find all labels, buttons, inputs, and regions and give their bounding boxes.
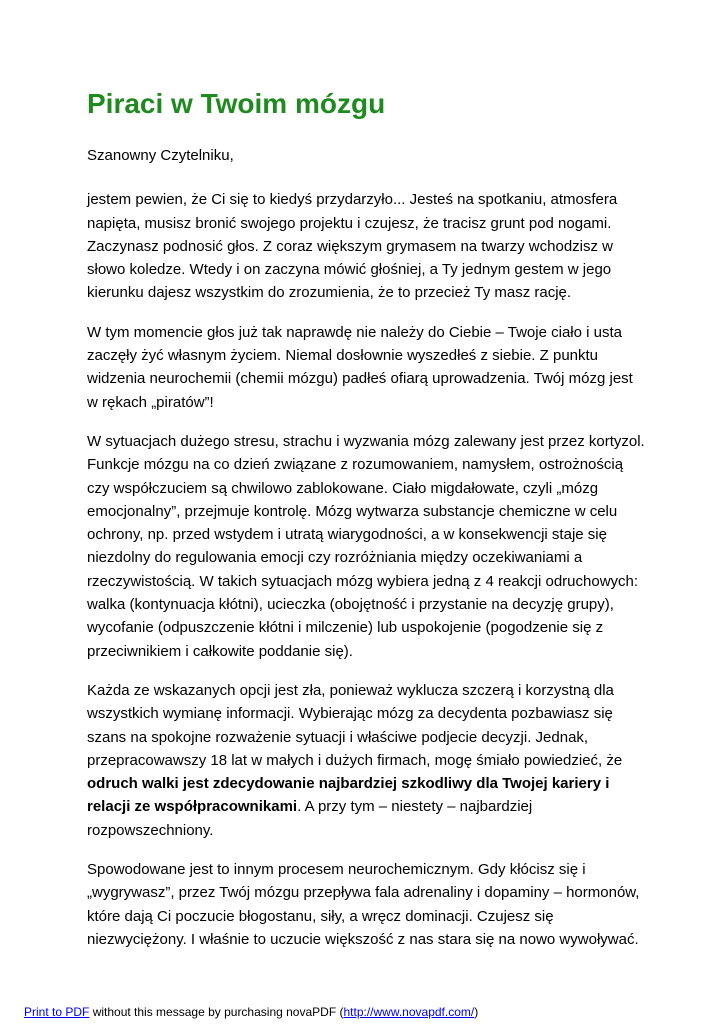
paragraph-5: Spowodowane jest to innym procesem neurochemicznym. Gdy kłócisz się i „wygrywasz”, przez Twój mózgu przepływa fala adrenaliny i dopaminy – hormonów, które dają Ci poczucie błogostanu, siły, a wręcz dominacji. Czujesz się niezwyciężony. I właśnie to uczucie większość z nas stara się na nowo wywoływać. [87, 861, 640, 948]
document-page [87, 86, 647, 967]
paragraph-1: jestem pewien, że Ci się to kiedyś przydarzyło... Jesteś na spotkaniu, atmosfera napięta, musisz bronić swojego projektu i czujesz, że tracisz grunt pod nogami. Zaczynasz podnosić głos. Z coraz większym grymasem na twarzy wchodzisz w słowo koledze. Wtedy i on zaczyna mówić głośniej, a Ty jednym gestem w jego kierunku dajesz wszystkim do zrozumienia, że to przecież Ty masz rację. [87, 191, 618, 302]
paragraph-4-end: . A przy tym – niestety – najbardziej rozpowszechniony. [87, 798, 533, 839]
novapdf-url-link[interactable]: http://www.novapdf.com/ [343, 1005, 475, 1019]
greeting: Szanowny Czytelniku, [87, 147, 234, 164]
footer-end-text: ) [474, 1005, 479, 1019]
paragraph-4-start: Każda ze wskazanych opcji jest zła, ponieważ wyklucza szczerą i korzystną dla wszystkich wymianę informacji. Wybierając mózg za decydenta pozbawiasz się szans na spokojne rozważenie sytuacji i właściwe podjecie decyzji. Jednak, przepracowawszy 18 lat w małych i dużych firmach, mogę śmiało powiedzieć, że [87, 681, 623, 769]
pdf-footer [24, 1004, 478, 1020]
paragraph-3: W sytuacjach dużego stresu, strachu i wyzwania mózg zalewany jest przez kortyzol. Funkcje mózgu na co dzień związane z rozumowaniem, namysłem, ostrożnością czy współczuciem są chwilowo zablokowane. Ciało migdałowate, czyli „mózg emocjonalny”, przejmuje kontrolę. Mózg wytwarza substancje chemiczne w celu ochrony, np. przed wstydem i utratą wiarygodności, a w konsekwencji staje się niezdolny do regulowania emocji czy rozróżniania między oczekiwaniami a rzeczywistością. W takich sytuacjach mózg wybiera jedną z 4 reakcji odruchowych: walka (kontynuacja kłótni), ucieczka (obojętność i przystanie na decyzję grupy), wycofanie (odpuszczenie kłótni i milczenie) lub uspokojenie (pogodzenie się z przeciwnikiem i całkowite poddanie się). [87, 432, 645, 660]
print-to-pdf-link[interactable]: Print to PDF [24, 1005, 90, 1019]
paragraph-2: W tym momencie głos już tak naprawdę nie należy do Ciebie – Twoje ciało i usta zaczęły żyć własnym życiem. Niemal dosłownie wyszedłeś z siebie. Z punktu widzenia neurochemii (chemii mózgu) padłeś ofiarą uprowadzenia. Twój mózg jest w rękach „piratów”! [87, 323, 633, 411]
footer-middle-text: without this message by purchasing novaPDF ( [89, 1005, 344, 1019]
paragraph-4 [87, 679, 647, 842]
document-title: Piraci w Twoim mózgu [87, 88, 386, 119]
paragraph-4-bold: odruch walki jest zdecydowanie najbardziej szkodliwy dla Twojej kariery i relacji ze współpracownikami [87, 775, 610, 816]
